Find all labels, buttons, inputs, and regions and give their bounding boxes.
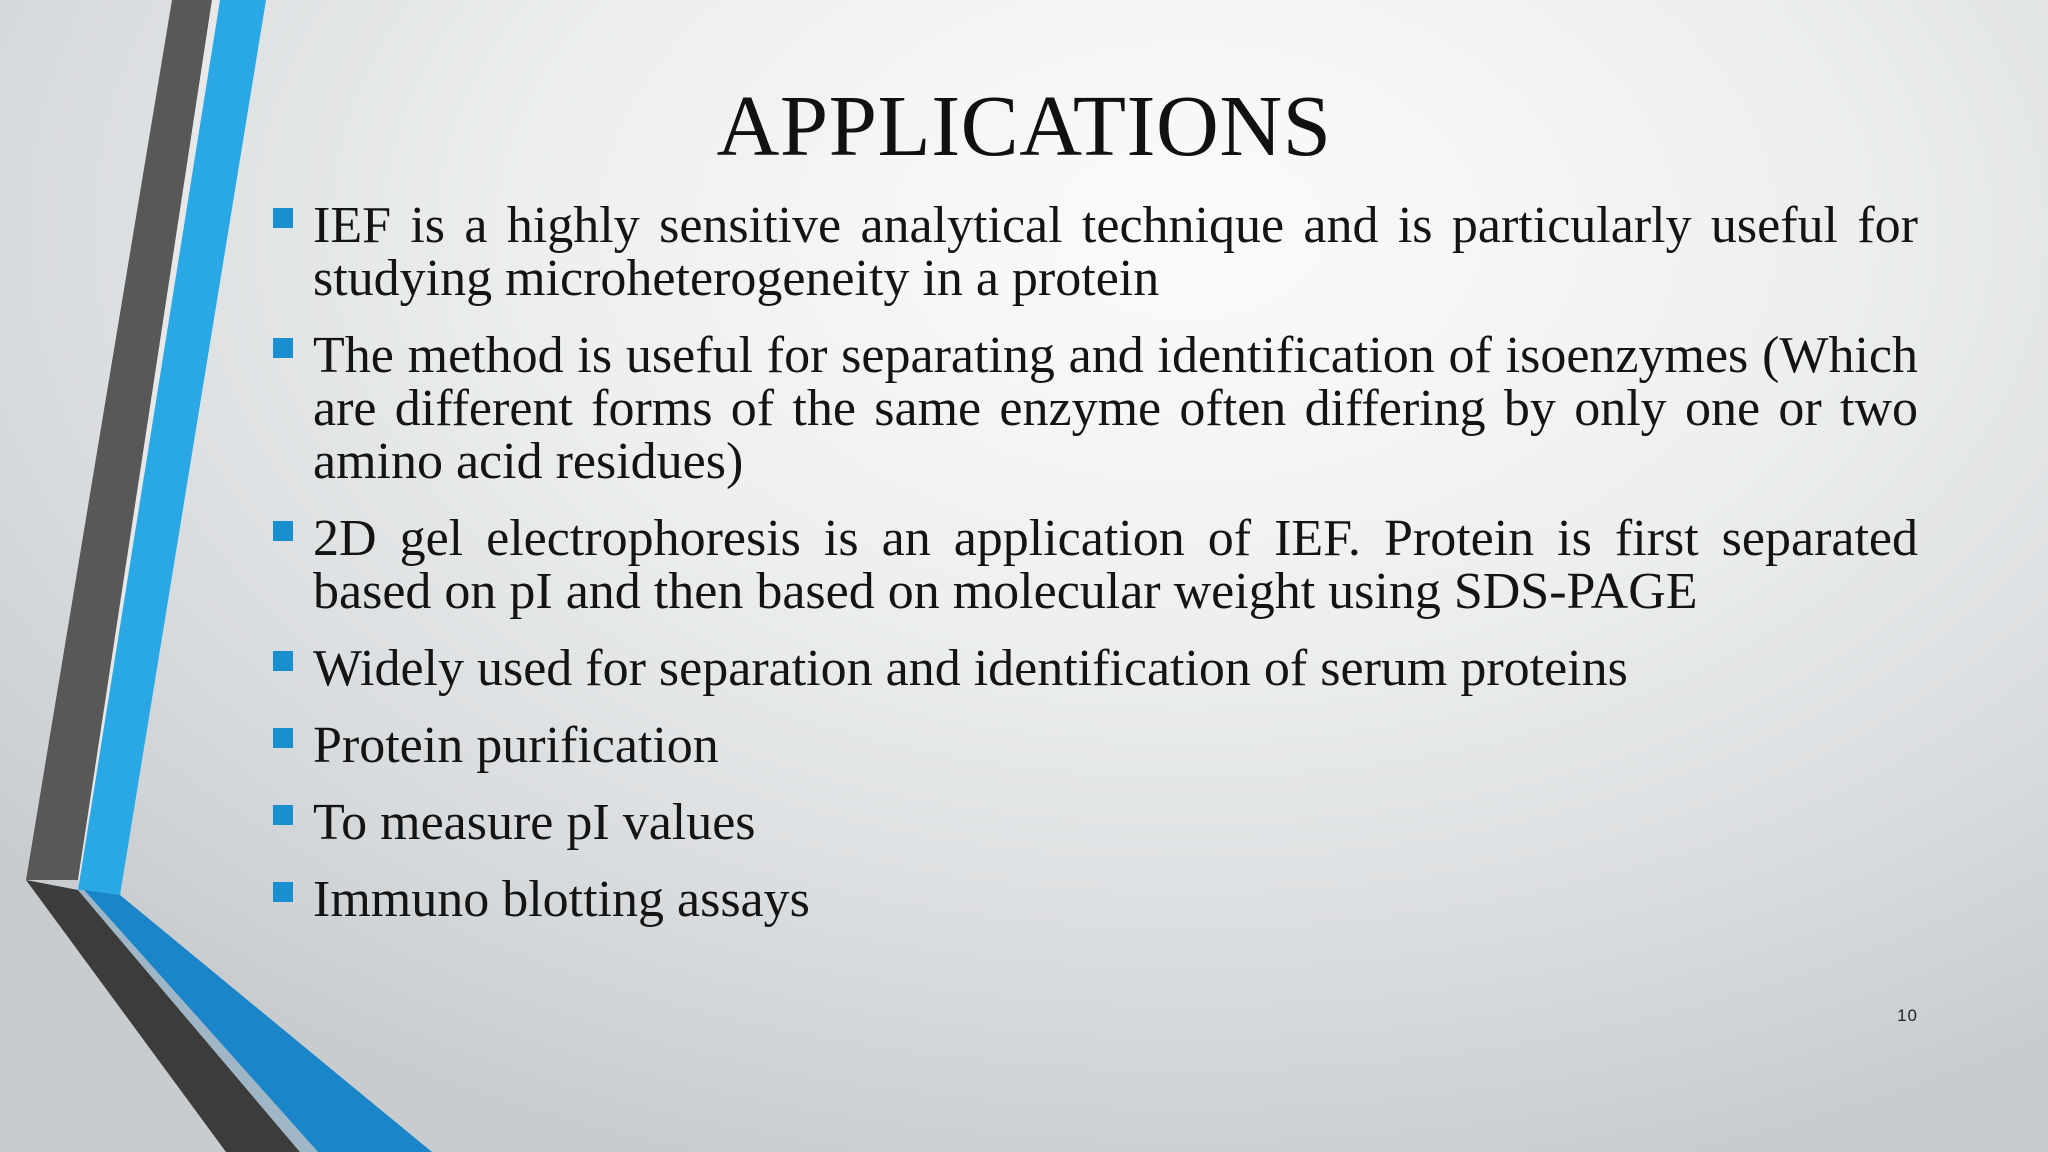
bullet-item: [272, 873, 1918, 926]
bullet-text: To measure pI values: [313, 794, 756, 851]
bullet-text: Immuno blotting assays: [313, 871, 810, 928]
bullet-item: [272, 642, 1918, 695]
bullet-text: 2D gel electrophoresis is an application of IEF. Protein is first separated based on pI and then based on molecular weight using SDS-PAGE: [313, 510, 1918, 620]
bullet-text: The method is useful for separating and identification of isoenzymes (Which are different forms of the same enzyme often differing by only one or two amino acid residues): [313, 327, 1918, 490]
slide-number: 10: [1897, 1006, 1918, 1025]
square-bullet-icon: [273, 208, 293, 228]
bullet-text: Widely used for separation and identification of serum proteins: [313, 640, 1628, 697]
bullet-text: Protein purification: [313, 717, 719, 774]
bullet-text: IEF is a highly sensitive analytical technique and is particularly useful for studying microheterogeneity in a protein: [313, 197, 1918, 307]
bullet-item: [272, 796, 1918, 849]
square-bullet-icon: [273, 338, 293, 358]
square-bullet-icon: [273, 882, 293, 902]
bullet-item: [272, 199, 1918, 305]
bullet-item: [272, 512, 1918, 618]
square-bullet-icon: [273, 521, 293, 541]
slide-title: APPLICATIONS: [716, 77, 1332, 174]
bullet-item: [272, 719, 1918, 772]
bullet-item: [272, 329, 1918, 488]
square-bullet-icon: [273, 805, 293, 825]
square-bullet-icon: [273, 651, 293, 671]
bullet-list: [272, 199, 1918, 950]
square-bullet-icon: [273, 728, 293, 748]
